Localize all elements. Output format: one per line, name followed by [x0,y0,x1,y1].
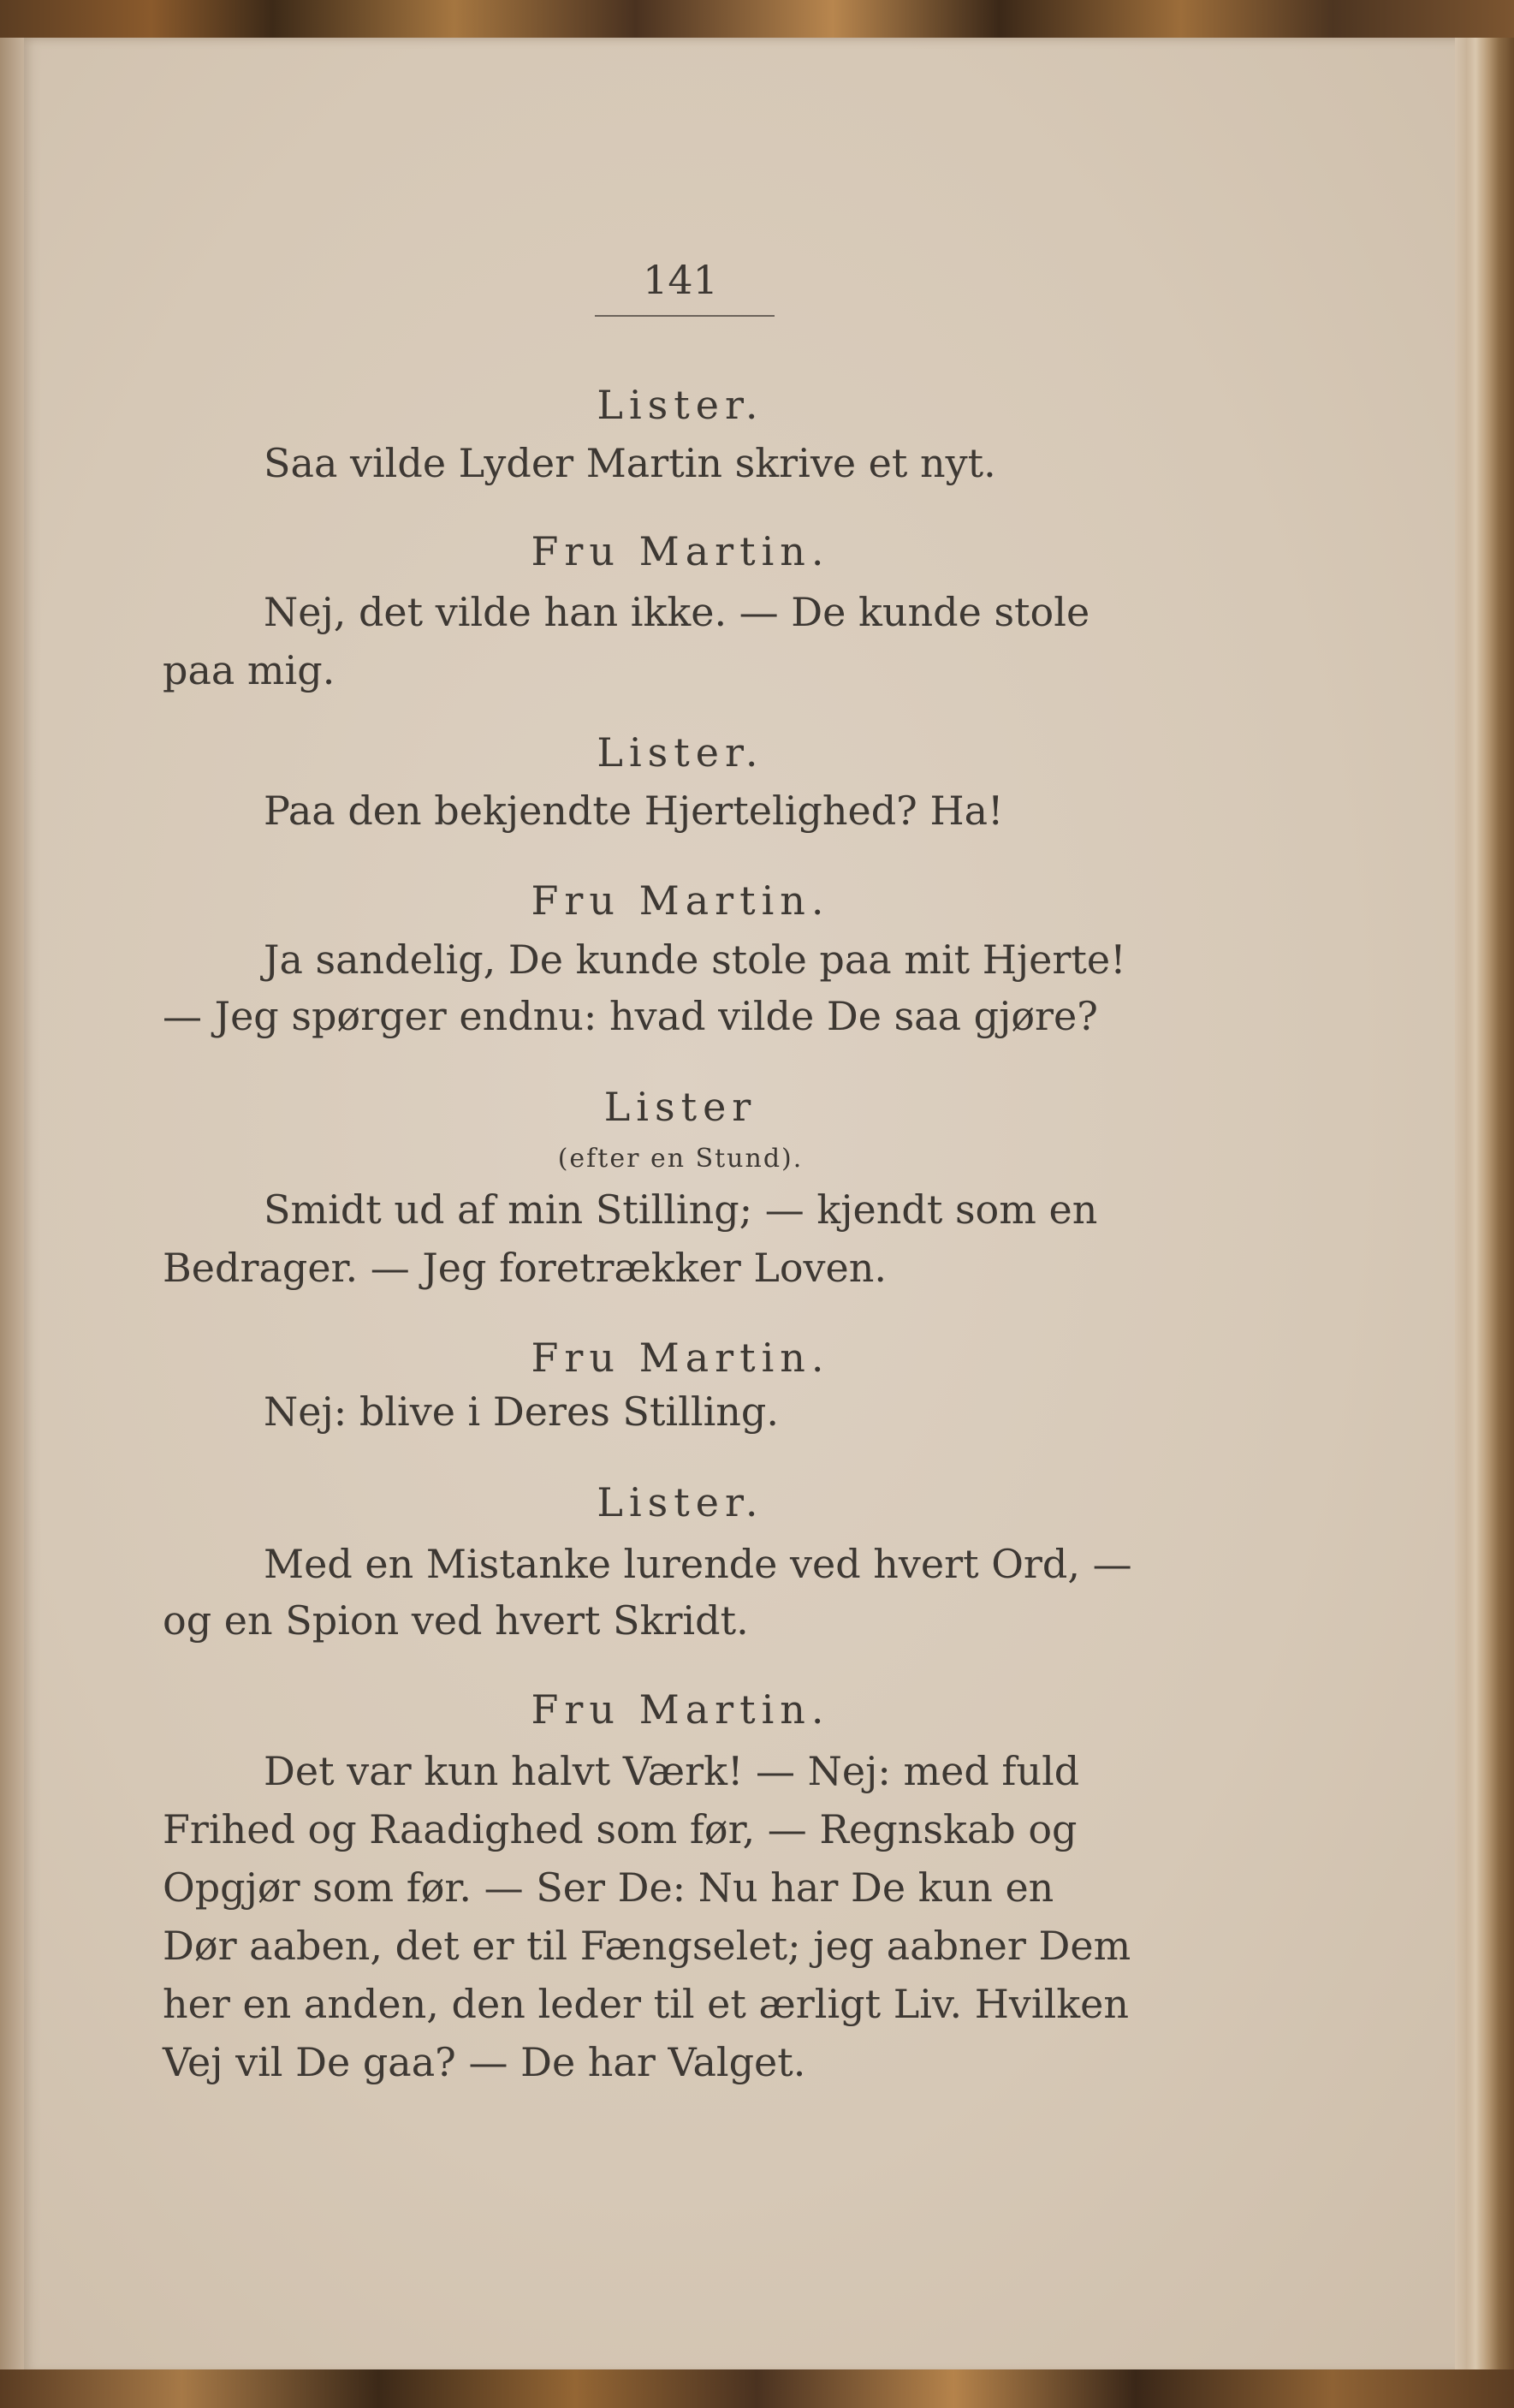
dialogue-line: Dør aaben, det er til Fængselet; jeg aabner Dem [163,1923,1131,1969]
dialogue-line: Opgjør som før. — Ser De: Nu har De kun en [163,1864,1054,1911]
speaker-name: Lister. [597,382,764,428]
speaker-name: Fru Martin. [531,1335,830,1381]
dialogue-line: Vej vil De gaa? — De har Valget. [163,2039,806,2085]
dialogue-line: her en anden, den leder til et ærligt Liv. Hvilken [163,1981,1129,2027]
dialogue-line: og en Spion ved hvert Skridt. [163,1597,749,1644]
page-number: 141 [643,257,718,303]
dialogue-line: Det var kun halvt Værk! — Nej: med fuld [264,1748,1080,1794]
page-edges-right [1455,38,1514,2375]
dialogue-line: Nej, det vilde han ikke. — De kunde stole [264,589,1090,635]
speaker-name: Lister. [597,729,764,776]
dialogue-line: Ja sandelig, De kunde stole paa mit Hjerte! [264,936,1126,983]
dialogue-line: Nej: blive i Deres Stilling. [264,1388,779,1435]
dialogue-line: Frihed og Raadighed som før, — Regnskab og [163,1806,1078,1852]
speaker-name: Lister. [597,1479,764,1525]
page-number-rule [595,315,775,317]
dialogue-line: Paa den bekjendte Hjertelighed? Ha! [264,788,1004,834]
dialogue-line: Saa vilde Lyder Martin skrive et nyt. [264,440,996,486]
dialogue-line: Med en Mistanke lurende ved hvert Ord, — [264,1541,1132,1587]
speaker-name: Fru Martin. [531,1686,830,1733]
dialogue-line: paa mig. [163,647,335,693]
dialogue-line: Bedrager. — Jeg foretrækker Loven. [163,1245,888,1291]
dialogue-line: Smidt ud af min Stilling; — kjendt som en [264,1186,1098,1233]
binding-top-edge [0,0,1514,41]
binding-bottom-edge [0,2369,1514,2408]
speaker-name: Fru Martin. [531,877,830,924]
dialogue-line: — Jeg spørger endnu: hvad vilde De saa gjøre? [163,993,1098,1039]
speaker-name: Fru Martin. [531,528,830,574]
speaker-name: Lister [603,1084,757,1130]
stage-direction: (efter en Stund). [557,1144,804,1174]
